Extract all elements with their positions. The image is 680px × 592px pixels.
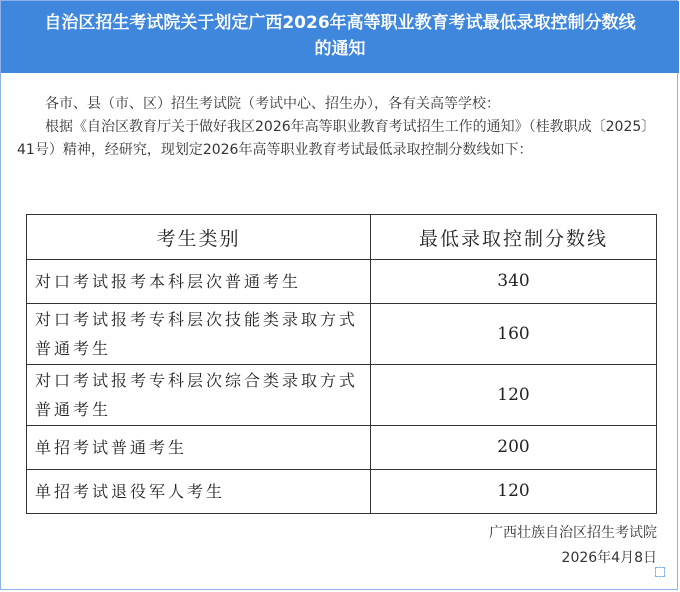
notice-footer xyxy=(489,521,657,571)
table-header-row xyxy=(27,215,657,260)
score-table xyxy=(26,214,657,514)
table-row xyxy=(27,304,657,365)
table-row xyxy=(27,365,657,426)
score-cell: 120 xyxy=(371,365,657,426)
notice-title-line-1: 自治区招生考试院关于划定广西2026年高等职业教育考试最低录取控制分数线 xyxy=(44,13,636,33)
intro-body: 根据《自治区教育厅关于做好我区2026年高等职业教育考试招生工作的通知》（桂教职成〔2025〕41号）精神，经研究，现划定2026年高等职业教育考试最低录取控制分数线如下： xyxy=(17,119,656,158)
table-row xyxy=(27,426,657,470)
issue-date: 2026年4月8日 xyxy=(561,550,657,566)
category-cell: 对口考试报考专科层次技能类录取方式普通考生 xyxy=(27,304,371,365)
issuer-name: 广西壮族自治区招生考试院 xyxy=(489,525,657,541)
category-cell: 单招考试普通考生 xyxy=(27,426,371,470)
category-cell: 对口考试报考专科层次综合类录取方式普通考生 xyxy=(27,365,371,426)
table-row xyxy=(27,470,657,514)
category-cell: 单招考试退役军人考生 xyxy=(27,470,371,514)
salutation: 各市、县（市、区）招生考试院（考试中心、招生办），各有关高等学校： xyxy=(45,96,500,112)
column-header-score: 最低录取控制分数线 xyxy=(371,215,657,260)
selection-handle[interactable] xyxy=(655,567,665,577)
notice-intro xyxy=(17,93,665,162)
notice-title-line-2: 的通知 xyxy=(314,39,366,59)
score-cell: 120 xyxy=(371,470,657,514)
table-row xyxy=(27,260,657,304)
column-header-category: 考生类别 xyxy=(27,215,371,260)
score-cell: 340 xyxy=(371,260,657,304)
score-cell: 160 xyxy=(371,304,657,365)
category-cell: 对口考试报考本科层次普通考生 xyxy=(27,260,371,304)
notice-header xyxy=(1,1,679,73)
score-cell: 200 xyxy=(371,426,657,470)
